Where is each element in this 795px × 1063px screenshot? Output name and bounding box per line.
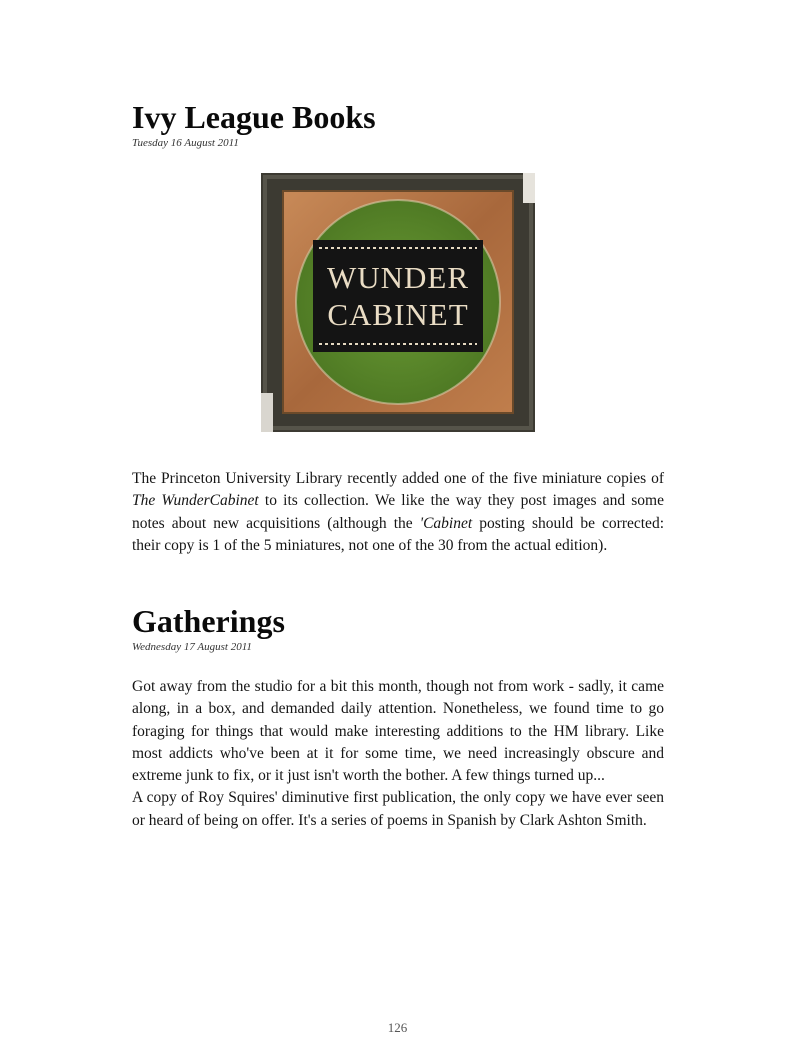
post-body [132, 468, 664, 557]
plaque-line-2: CABINET [327, 297, 469, 332]
title-plaque [313, 240, 483, 352]
post-date: Tuesday 16 August 2011 [132, 137, 239, 149]
body-text: to its collection. We like the way they post images and some notes about new acquisitions (although the [132, 492, 664, 532]
post-date: Wednesday 17 August 2011 [132, 641, 252, 653]
post-paragraph: Got away from the studio for a bit this month, though not from work - sadly, it came along, in a box, and demanded daily attention. Nonetheless, we found time to go foraging for things that would make interesting additions to the HM library. Like most addicts who've been at it for some time, we need increasingly obscure and extreme junk to fix, or it just isn't worth the bother. A few things turned up... [132, 678, 664, 785]
body-text: posting should be corrected: their copy is 1 of the 5 miniatures, not one of the 30 from the actual edition). [132, 514, 664, 554]
book-title: The WunderCabinet [132, 492, 259, 510]
body-text: The Princeton University Library recently added one of the five miniature copies of [132, 470, 664, 487]
wunder-cabinet-box-icon [261, 173, 535, 432]
post-title: Gatherings [132, 603, 285, 639]
post-body [132, 676, 664, 832]
page-number: 126 [387, 1020, 408, 1035]
post-title: Ivy League Books [132, 99, 376, 135]
post-paragraph: A copy of Roy Squires' diminutive first publication, the only copy we have ever seen or heard of being on offer. It's a series of poems in Spanish by Clark Ashton Smith. [132, 789, 664, 829]
post-paragraph [132, 468, 664, 557]
plaque-line-1: WUNDER [326, 260, 470, 295]
book-title-short: 'Cabinet [419, 514, 473, 532]
wunder-cabinet-box-photo [261, 173, 535, 432]
